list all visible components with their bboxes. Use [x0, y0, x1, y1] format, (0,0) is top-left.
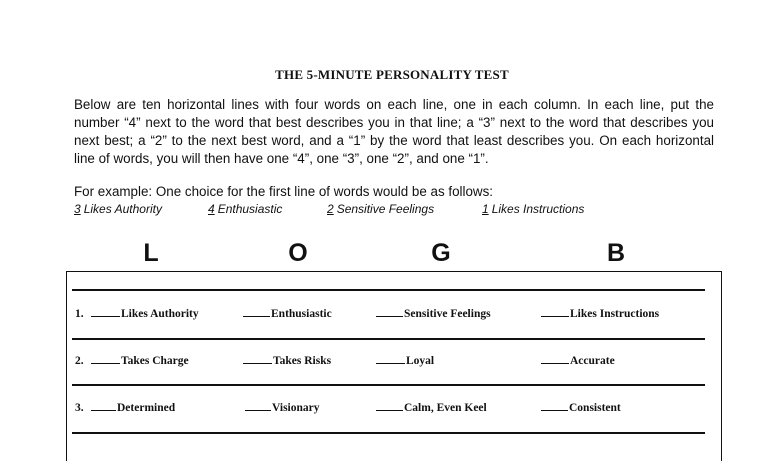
answer-blank[interactable] — [376, 362, 405, 364]
example-item — [482, 202, 584, 216]
answer-blank[interactable] — [541, 362, 569, 364]
word-entry[interactable] — [376, 402, 487, 414]
instructions-paragraph: Below are ten horizontal lines with four words on each line, one in each column. In each line, put the number “4” next to the word that best describes you in that line; a “3” next to the word that describes you next best; a “2” to the next best word, and a “1” by the word that least describes you. On each horizontal line of words, you will then have one “4”, one “3”, one “2”, and one “1”. — [74, 97, 714, 166]
answer-blank[interactable] — [91, 315, 120, 317]
column-letter-g: G — [431, 239, 451, 267]
word-label: Determined — [117, 402, 176, 414]
word-entry[interactable] — [91, 402, 175, 414]
word-entry[interactable] — [376, 355, 434, 367]
answer-blank[interactable] — [541, 409, 568, 411]
word-label: Consistent — [569, 402, 621, 414]
column-letter-b: B — [606, 239, 626, 267]
word-entry[interactable] — [243, 355, 331, 367]
word-entry[interactable] — [91, 308, 199, 320]
word-label: Takes Charge — [121, 355, 189, 367]
answer-blank[interactable] — [91, 362, 120, 364]
answer-blank[interactable] — [243, 315, 270, 317]
divider — [72, 338, 705, 340]
example-number: 1 — [482, 202, 489, 216]
word-entry[interactable] — [245, 402, 320, 414]
example-number: 2 — [327, 202, 334, 216]
word-entry[interactable] — [541, 308, 659, 320]
word-label: Calm, Even Keel — [404, 402, 487, 414]
word-label: Accurate — [570, 355, 615, 367]
example-number: 4 — [208, 202, 215, 216]
column-letter-o: O — [288, 239, 308, 267]
divider — [72, 384, 705, 386]
word-entry[interactable] — [91, 355, 189, 367]
row-number: 1. — [75, 308, 84, 320]
word-entry[interactable] — [541, 402, 621, 414]
example-intro: For example: One choice for the first line of words would be as follows: — [74, 184, 494, 199]
example-label: Sensitive Feelings — [336, 202, 435, 216]
column-letter-l: L — [143, 239, 159, 267]
example-label: Likes Instructions — [491, 202, 585, 216]
answer-blank[interactable] — [91, 409, 116, 411]
example-item — [74, 202, 162, 216]
row-number: 3. — [75, 402, 84, 414]
word-label: Likes Authority — [121, 308, 199, 320]
page-title: THE 5-MINUTE PERSONALITY TEST — [275, 67, 509, 82]
word-label: Visionary — [272, 402, 320, 414]
example-label: Enthusiastic — [217, 202, 283, 216]
word-entry[interactable] — [541, 355, 615, 367]
example-item — [327, 202, 434, 216]
example-number: 3 — [74, 202, 81, 216]
word-label: Sensitive Feelings — [404, 308, 491, 320]
word-entry[interactable] — [243, 308, 332, 320]
example-label: Likes Authority — [83, 202, 162, 216]
example-item — [208, 202, 282, 216]
word-label: Takes Risks — [273, 355, 332, 367]
word-label: Likes Instructions — [570, 308, 660, 320]
answer-blank[interactable] — [243, 362, 272, 364]
word-label: Enthusiastic — [271, 308, 332, 320]
divider — [72, 289, 705, 291]
answer-blank[interactable] — [245, 409, 271, 411]
word-entry[interactable] — [376, 308, 491, 320]
word-label: Loyal — [406, 355, 435, 367]
row-number: 2. — [75, 355, 84, 367]
answer-blank[interactable] — [376, 409, 403, 411]
answer-blank[interactable] — [541, 315, 569, 317]
divider — [72, 432, 705, 434]
answer-blank[interactable] — [376, 315, 403, 317]
